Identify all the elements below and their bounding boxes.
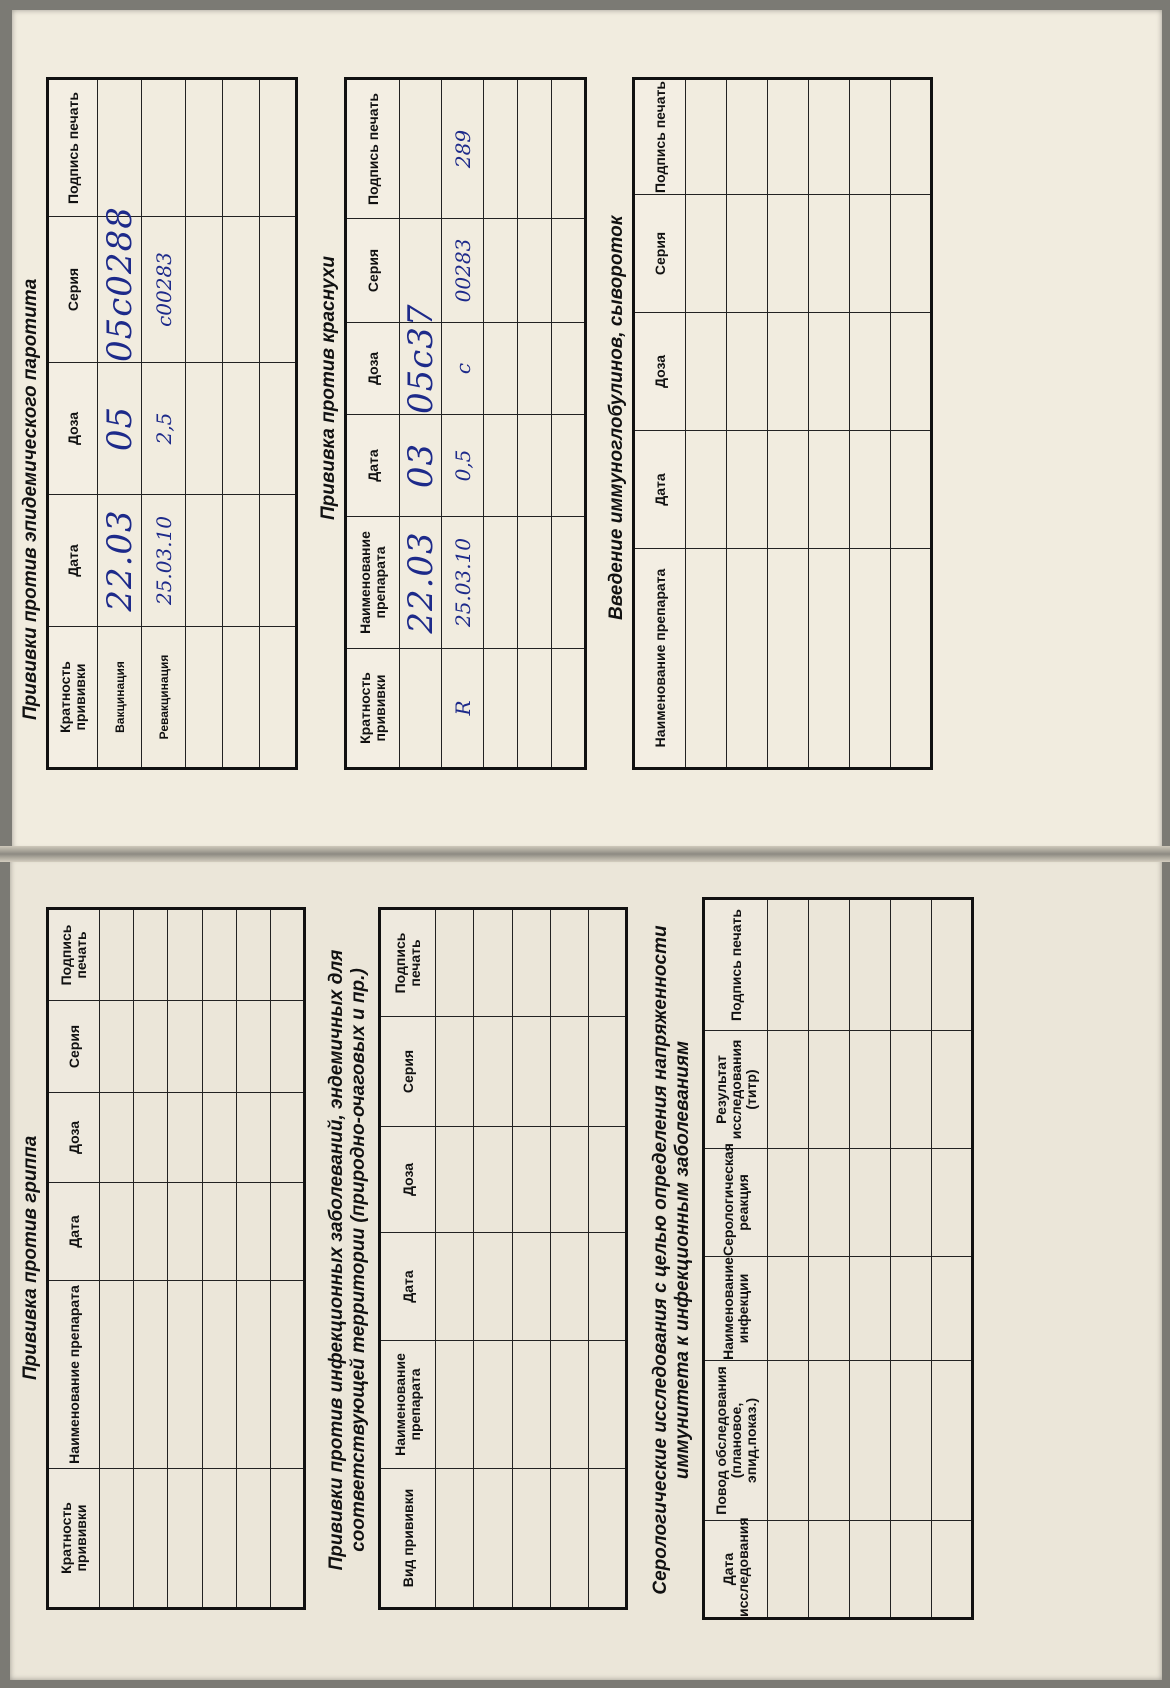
flu-header-series: Серия bbox=[48, 1001, 100, 1093]
sero-table bbox=[702, 897, 974, 1620]
immuno-table bbox=[632, 77, 933, 770]
mumps-revacc-sign bbox=[142, 79, 186, 217]
rubella-r1-c6 bbox=[400, 79, 442, 219]
table-row bbox=[168, 909, 202, 1609]
table-row bbox=[270, 909, 304, 1609]
endemic-table bbox=[378, 907, 628, 1610]
sero-header-infection: Наименование инфекции bbox=[704, 1257, 768, 1361]
rubella-header-series: Серия bbox=[346, 219, 400, 323]
mumps-header-dose: Доза bbox=[48, 363, 98, 495]
mumps-header-series: Серия bbox=[48, 217, 98, 363]
table-row bbox=[932, 899, 973, 1619]
rubella-r1-c1 bbox=[400, 649, 442, 769]
table-row bbox=[98, 79, 142, 769]
rubella-header-name: Наименование препарата bbox=[346, 517, 400, 649]
sero-header-reaction: Серологическая реакция bbox=[704, 1149, 768, 1257]
mumps-header-signature: Подпись печать bbox=[48, 79, 98, 217]
rubella-r2-c6: 289 bbox=[442, 79, 484, 219]
flu-header-multiplicity: Кратность прививки bbox=[48, 1469, 100, 1609]
flu-header-date: Дата bbox=[48, 1183, 100, 1281]
mumps-table bbox=[46, 77, 298, 770]
table-row bbox=[100, 909, 134, 1609]
endemic-header-dose: Доза bbox=[380, 1127, 436, 1233]
immuno-section-title: Введение иммуноглобулинов, сывороток bbox=[606, 215, 627, 620]
rubella-r2-c3: 0,5 bbox=[442, 415, 484, 517]
mumps-section-title: Прививки против эпидемического паротита bbox=[20, 278, 41, 720]
rubella-header-multiplicity: Кратность прививки bbox=[346, 649, 400, 769]
table-row bbox=[436, 909, 474, 1609]
sero-header-signature: Подпись печать bbox=[704, 899, 768, 1031]
endemic-header-signature: Подпись печать bbox=[380, 909, 436, 1017]
immuno-header-date: Дата bbox=[634, 431, 686, 549]
mumps-row-label-revaccination: Ревакцинация bbox=[142, 627, 186, 769]
table-row bbox=[686, 79, 727, 769]
table-row bbox=[512, 909, 550, 1609]
endemic-header-date: Дата bbox=[380, 1233, 436, 1341]
rubella-r1-c2: 22.03 bbox=[400, 517, 442, 649]
immuno-header-name: Наименование препарата bbox=[634, 549, 686, 769]
sero-header-date: Дата исследования bbox=[704, 1521, 768, 1619]
endemic-header-series: Серия bbox=[380, 1017, 436, 1127]
rubella-r2-c5: 00283 bbox=[442, 219, 484, 323]
table-row bbox=[768, 899, 809, 1619]
table-row bbox=[484, 79, 518, 769]
mumps-revacc-date: 25.03.10 bbox=[142, 495, 186, 627]
flu-header-dose: Доза bbox=[48, 1093, 100, 1183]
table-row bbox=[891, 79, 932, 769]
mumps-revacc-dose: 2,5 bbox=[142, 363, 186, 495]
table-row bbox=[236, 909, 270, 1609]
left-page-content bbox=[12, 10, 1162, 850]
rubella-header-date: Дата bbox=[346, 415, 400, 517]
rubella-r2-c4: с bbox=[442, 323, 484, 415]
immuno-header-series: Серия bbox=[634, 195, 686, 313]
table-row bbox=[768, 79, 809, 769]
immuno-header-dose: Доза bbox=[634, 313, 686, 431]
table-row bbox=[891, 899, 932, 1619]
table-row bbox=[186, 79, 223, 769]
mumps-vacc-dose: 05 bbox=[98, 363, 142, 495]
table-row bbox=[588, 909, 626, 1609]
mumps-vacc-date: 22.03 bbox=[98, 495, 142, 627]
table-row bbox=[134, 909, 168, 1609]
rubella-header-signature: Подпись печать bbox=[346, 79, 400, 219]
endemic-section-title: Прививки против инфекционных заболеваний, эндемичных для соответствующей территории (природно-очаговых и пр.) bbox=[326, 949, 369, 1571]
mumps-header-date: Дата bbox=[48, 495, 98, 627]
rubella-header-dose: Доза bbox=[346, 323, 400, 415]
flu-header-signature: Подпись печать bbox=[48, 909, 100, 1001]
table-row bbox=[202, 909, 236, 1609]
table-row bbox=[474, 909, 512, 1609]
rubella-r2-c1: R bbox=[442, 649, 484, 769]
mumps-revacc-series: с00283 bbox=[142, 217, 186, 363]
flu-header-name: Наименование препарата bbox=[48, 1281, 100, 1469]
sero-header-result: Результат исследования (титр) bbox=[704, 1031, 768, 1149]
mumps-vacc-series: 05с0288 bbox=[99, 206, 140, 362]
flu-table bbox=[46, 907, 306, 1610]
table-row bbox=[809, 79, 850, 769]
rubella-r2-c2: 25.03.10 bbox=[442, 517, 484, 649]
table-row bbox=[727, 79, 768, 769]
mumps-header-multiplicity: Кратность прививки bbox=[48, 627, 98, 769]
table-row bbox=[809, 899, 850, 1619]
immuno-header-signature: Подпись печать bbox=[634, 79, 686, 195]
table-row bbox=[850, 899, 891, 1619]
sero-section-title: Серологические исследования с целью определения напряженности иммунитета к инфекционным заболеваниям bbox=[650, 925, 693, 1595]
rubella-section-title: Прививка против краснухи bbox=[318, 255, 339, 520]
table-row bbox=[400, 79, 442, 769]
table-row bbox=[850, 79, 891, 769]
table-row bbox=[550, 909, 588, 1609]
endemic-header-type: Вид прививки bbox=[380, 1469, 436, 1609]
mumps-vacc-sign bbox=[98, 79, 142, 217]
table-row bbox=[442, 79, 484, 769]
table-row bbox=[260, 79, 297, 769]
right-page-content bbox=[10, 858, 1162, 1680]
rubella-table bbox=[344, 77, 587, 770]
endemic-header-name: Наименование препарата bbox=[380, 1341, 436, 1469]
table-row bbox=[142, 79, 186, 769]
table-row bbox=[223, 79, 260, 769]
sero-header-reason: Повод обследования (плановое, эпид.показ.) bbox=[704, 1361, 768, 1521]
rubella-r1-c3: 03 bbox=[400, 415, 442, 517]
table-row bbox=[552, 79, 586, 769]
mumps-row-label-vaccination: Вакцинация bbox=[98, 627, 142, 769]
table-row bbox=[518, 79, 552, 769]
flu-section-title: Прививка против гриппа bbox=[20, 1135, 41, 1380]
rubella-r1-c4: 05с37 bbox=[400, 303, 441, 414]
